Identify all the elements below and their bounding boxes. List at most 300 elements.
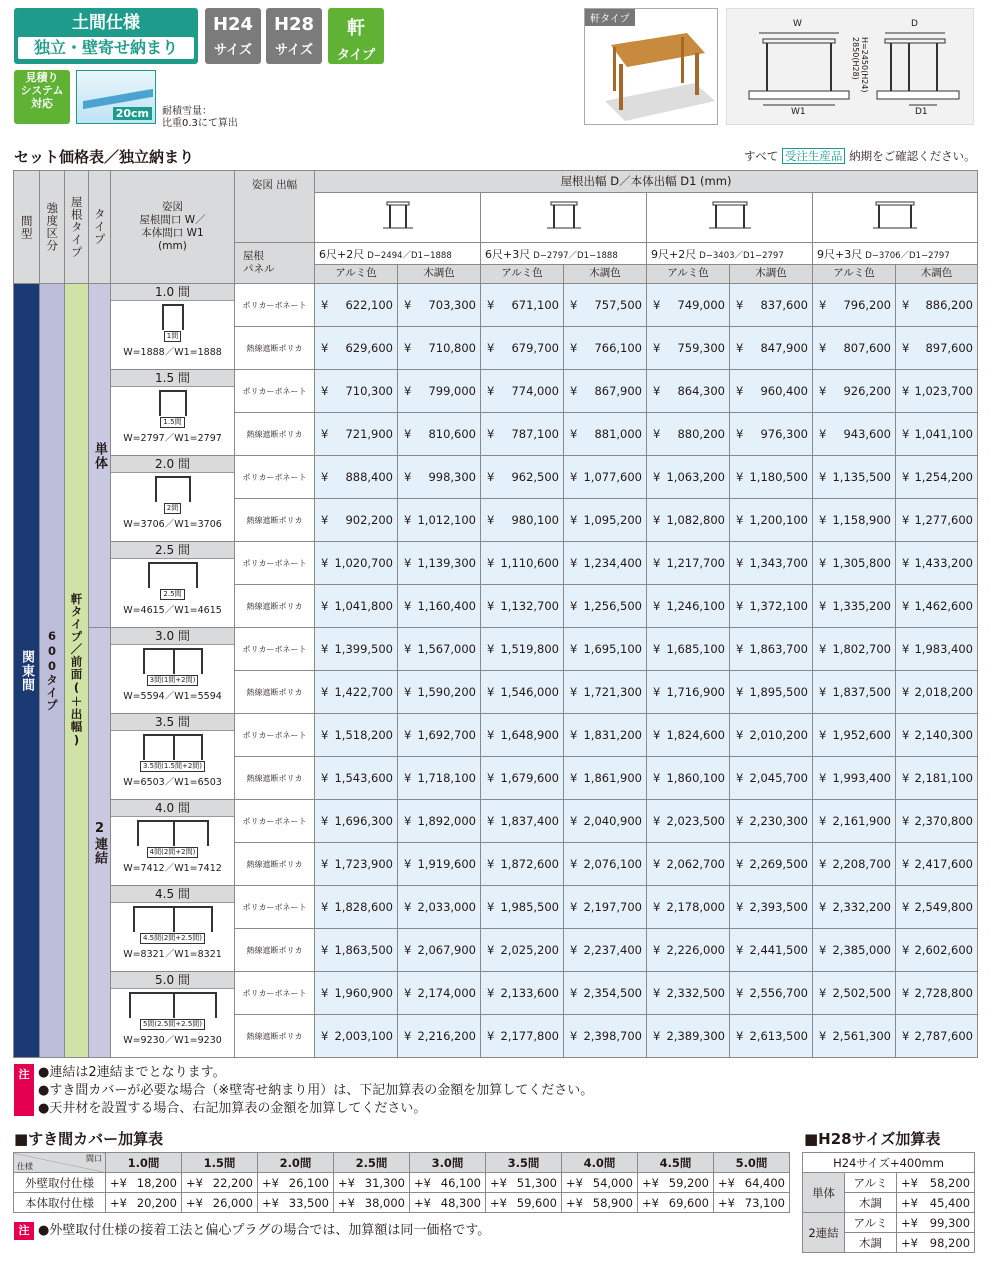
yen-sign: ¥: [819, 943, 827, 957]
color-alu: アルミ色: [315, 265, 398, 284]
price-value: 1,723,900: [334, 857, 393, 871]
price-cell: [647, 542, 730, 585]
yen-sign: ¥: [902, 1029, 910, 1043]
price-cell: [647, 284, 730, 327]
price-value: 2,076,100: [583, 857, 642, 871]
table-row: [14, 284, 978, 327]
yen-sign: ¥: [653, 943, 661, 957]
size-mark-text: 3間(1間+2間): [147, 675, 199, 686]
price-value: 1,837,400: [500, 814, 559, 828]
yen-sign: ¥: [321, 341, 329, 355]
depth-label: 6尺+3尺: [485, 247, 531, 261]
price-cell: [398, 370, 481, 413]
yen-sign: ¥: [653, 470, 661, 484]
price-cell: [730, 585, 813, 628]
cover-price-cell: [334, 1173, 410, 1193]
size-dims: W=2797／W1=2797: [123, 433, 222, 444]
cover-price-value: 73,100: [744, 1195, 785, 1210]
cover-price-cell: [714, 1173, 790, 1193]
cover-price-value: 26,000: [212, 1195, 253, 1210]
yen-sign: ¥: [902, 857, 910, 871]
price-cell: [481, 542, 564, 585]
table-row: [14, 456, 978, 499]
cover-price-value: 46,100: [440, 1175, 481, 1190]
yen-sign: ¥: [570, 857, 578, 871]
price-cell: [481, 585, 564, 628]
snow-load-icon: [76, 70, 156, 124]
yen-sign: ¥: [487, 685, 495, 699]
price-cell: [896, 1015, 978, 1058]
panel-heat-shield: 熱線遮断ポリカ: [235, 929, 315, 972]
size-dims: W=4615／W1=4615: [123, 605, 222, 616]
yen-sign: ¥: [819, 1029, 827, 1043]
h28-sub: サイズ: [275, 43, 313, 58]
price-value: 847,900: [760, 341, 808, 355]
size-diagram-cell: [111, 972, 235, 1058]
price-value: 1,139,300: [417, 556, 476, 570]
yen-sign: ¥: [819, 298, 827, 312]
price-value: 1,692,700: [417, 728, 476, 742]
price-cell: [564, 542, 647, 585]
yen-sign: ¥: [736, 1029, 744, 1043]
depth-label: 9尺+3尺: [817, 247, 863, 261]
price-value: 1,200,100: [749, 513, 808, 527]
price-cell: [481, 370, 564, 413]
h28-price-cell: [897, 1193, 975, 1213]
yen-sign: ¥: [819, 513, 827, 527]
prefix: +¥: [718, 1175, 735, 1190]
price-cell: [315, 929, 398, 972]
price-value: 943,600: [843, 427, 891, 441]
price-cell: [896, 284, 978, 327]
depth-label: 6尺+2尺: [319, 247, 365, 261]
yen-sign: ¥: [736, 384, 744, 398]
yen-sign: ¥: [819, 986, 827, 1000]
price-value: 799,000: [428, 384, 476, 398]
price-value: 1,422,700: [334, 685, 393, 699]
price-value: 1,063,200: [666, 470, 725, 484]
size-frame-icon: [137, 820, 209, 846]
price-value: 2,230,300: [749, 814, 808, 828]
price-value: 2,161,900: [832, 814, 891, 828]
cover-price-value: 59,200: [668, 1175, 709, 1190]
size-mark-text: 1間: [164, 331, 181, 342]
price-cell: [315, 327, 398, 370]
diag-w1: W1: [791, 107, 806, 117]
table-row: [14, 628, 978, 671]
prefix: +¥: [566, 1195, 583, 1210]
yen-sign: ¥: [321, 470, 329, 484]
price-cell: [564, 886, 647, 929]
note-line-3: ●天井材を設置する場合、右記加算表の金額を加算してください。: [38, 1101, 427, 1116]
prefix: +¥: [901, 1235, 918, 1250]
product-photo: [584, 8, 718, 125]
yen-sign: ¥: [736, 771, 744, 785]
h28-price-value: 58,200: [929, 1175, 971, 1190]
size-label: 1.0 間: [110, 284, 235, 301]
yen-sign: ¥: [487, 900, 495, 914]
size-diagram-cell: [111, 800, 235, 886]
price-cell: [564, 327, 647, 370]
prefix: +¥: [642, 1195, 659, 1210]
price-value: 1,543,600: [334, 771, 393, 785]
cover-price-cell: [486, 1173, 562, 1193]
spec-badge: [14, 8, 198, 64]
yen-sign: ¥: [736, 470, 744, 484]
size-frame-icon: [155, 476, 191, 502]
spec-badge-line2: 独立・壁寄せ納まり: [18, 37, 194, 59]
noki-sub: タイプ: [336, 48, 376, 63]
yen-sign: ¥: [404, 685, 412, 699]
price-cell: [730, 714, 813, 757]
yen-sign: ¥: [653, 728, 661, 742]
price-cell: [315, 671, 398, 714]
cover-price-cell: [106, 1193, 182, 1213]
size-diagram-cell: [111, 628, 235, 714]
price-cell: [564, 456, 647, 499]
cover-row: [14, 1173, 790, 1193]
depth-frame-icon: [542, 198, 586, 232]
col-type: タイプ: [89, 171, 111, 284]
price-cell: [481, 972, 564, 1015]
price-cell: [896, 585, 978, 628]
cover-price-value: 22,200: [212, 1175, 253, 1190]
price-value: 1,256,500: [583, 599, 642, 613]
yen-sign: ¥: [570, 1029, 578, 1043]
depth-sub: D−3403／D1−2797: [699, 250, 784, 261]
size-label: 2.5 間: [110, 542, 235, 559]
yane-cell: 軒タイプ／前面(＋出幅): [65, 284, 89, 1058]
price-cell: [481, 499, 564, 542]
h28-price-cell: [897, 1173, 975, 1193]
price-value: 2,174,000: [417, 986, 476, 1000]
size-frame-icon: [133, 906, 213, 932]
price-cell: [647, 843, 730, 886]
yen-sign: ¥: [902, 900, 910, 914]
cover-col-header: 5.0間: [714, 1153, 790, 1173]
yen-sign: ¥: [902, 427, 910, 441]
price-value: 2,370,800: [914, 814, 973, 828]
price-cell: [481, 456, 564, 499]
price-value: 897,600: [925, 341, 973, 355]
price-cell: [564, 413, 647, 456]
price-value: 1,041,800: [334, 599, 393, 613]
yen-sign: ¥: [321, 427, 329, 441]
yen-sign: ¥: [487, 427, 495, 441]
yen-sign: ¥: [736, 341, 744, 355]
delivery-note: [744, 148, 976, 164]
price-value: 1,462,600: [914, 599, 973, 613]
price-cell: [896, 671, 978, 714]
price-cell: [896, 886, 978, 929]
price-value: 1,020,700: [334, 556, 393, 570]
price-cell: [813, 585, 896, 628]
size-frame-icon: [143, 648, 203, 674]
prefix: +¥: [110, 1195, 127, 1210]
yen-sign: ¥: [487, 341, 495, 355]
yen-sign: ¥: [902, 943, 910, 957]
price-value: 2,226,000: [666, 943, 725, 957]
depth-icon-cell: [647, 193, 813, 243]
frame-divider: [173, 822, 175, 846]
price-cell: [896, 499, 978, 542]
price-value: 902,200: [345, 513, 393, 527]
size-diagram-cell: [111, 542, 235, 628]
price-cell: [896, 456, 978, 499]
price-value: 2,197,700: [583, 900, 642, 914]
price-cell: [315, 714, 398, 757]
yen-sign: ¥: [570, 513, 578, 527]
yen-sign: ¥: [321, 943, 329, 957]
yen-sign: ¥: [819, 642, 827, 656]
yen-sign: ¥: [653, 986, 661, 1000]
yen-sign: ¥: [404, 599, 412, 613]
price-cell: [647, 671, 730, 714]
yen-sign: ¥: [487, 384, 495, 398]
yen-sign: ¥: [736, 857, 744, 871]
color-alu: アルミ色: [813, 265, 896, 284]
prefix: +¥: [490, 1195, 507, 1210]
price-value: 888,400: [345, 470, 393, 484]
type-single-cell: 単体: [89, 284, 111, 628]
h28-price-value: 99,300: [929, 1215, 971, 1230]
yen-sign: ¥: [570, 943, 578, 957]
price-value: 2,237,400: [583, 943, 642, 957]
yen-sign: ¥: [736, 943, 744, 957]
price-cell: [813, 413, 896, 456]
size-label: 3.0 間: [110, 628, 235, 645]
yen-sign: ¥: [902, 556, 910, 570]
price-cell: [315, 800, 398, 843]
cover-price-cell: [562, 1193, 638, 1213]
yen-sign: ¥: [819, 384, 827, 398]
cover-price-value: 48,300: [440, 1195, 481, 1210]
prefix: +¥: [566, 1175, 583, 1190]
yen-sign: ¥: [819, 427, 827, 441]
snow-note2: 比重0.3にて算出: [162, 118, 238, 129]
price-value: 2,398,700: [583, 1029, 642, 1043]
price-value: 2,067,900: [417, 943, 476, 957]
cover-col-header: 3.5間: [486, 1153, 562, 1173]
price-cell: [813, 843, 896, 886]
price-value: 1,132,700: [500, 599, 559, 613]
cover-price-cell: [486, 1193, 562, 1213]
price-cell: [896, 413, 978, 456]
yen-sign: ¥: [487, 814, 495, 828]
cover-table-title: ■すき間カバー加算表: [14, 1130, 164, 1148]
noki-label: 軒: [347, 18, 365, 39]
yen-sign: ¥: [321, 900, 329, 914]
panel-polycarbonate: ポリカーボネート: [235, 800, 315, 843]
yen-sign: ¥: [819, 556, 827, 570]
dimension-diagram: [726, 8, 974, 125]
diag-d: D: [911, 19, 918, 29]
price-cell: [315, 542, 398, 585]
price-value: 2,018,200: [914, 685, 973, 699]
yen-sign: ¥: [736, 728, 744, 742]
price-cell: [647, 370, 730, 413]
price-cell: [813, 499, 896, 542]
yen-sign: ¥: [653, 427, 661, 441]
price-value: 960,400: [760, 384, 808, 398]
price-cell: [813, 1015, 896, 1058]
price-cell: [730, 413, 813, 456]
price-value: 1,960,900: [334, 986, 393, 1000]
h28-label: H28: [273, 14, 315, 35]
price-cell: [315, 843, 398, 886]
price-cell: [481, 671, 564, 714]
cover-price-cell: [182, 1193, 258, 1213]
price-value: 807,600: [843, 341, 891, 355]
price-value: 1,518,200: [334, 728, 393, 742]
price-cell: [896, 972, 978, 1015]
price-cell: [813, 327, 896, 370]
yen-sign: ¥: [404, 427, 412, 441]
price-cell: [564, 714, 647, 757]
prefix: +¥: [262, 1195, 279, 1210]
price-cell: [564, 284, 647, 327]
price-cell: [564, 1015, 647, 1058]
price-value: 2,393,500: [749, 900, 808, 914]
price-value: 2,787,600: [914, 1029, 973, 1043]
price-cell: [481, 886, 564, 929]
color-wood: 木調色: [730, 265, 813, 284]
yen-sign: ¥: [902, 513, 910, 527]
prefix: +¥: [901, 1195, 918, 1210]
cover-price-cell: [182, 1173, 258, 1193]
price-cell: [730, 1015, 813, 1058]
yen-sign: ¥: [819, 728, 827, 742]
price-cell: [896, 714, 978, 757]
yen-sign: ¥: [487, 1029, 495, 1043]
yen-sign: ¥: [902, 599, 910, 613]
yen-sign: ¥: [570, 900, 578, 914]
price-cell: [647, 499, 730, 542]
prefix: +¥: [414, 1195, 431, 1210]
cover-price-value: 38,000: [364, 1195, 405, 1210]
size-frame-icon: [148, 562, 198, 588]
h28-header: H24サイズ+400mm: [803, 1153, 975, 1173]
col-sugata: 姿図 屋根間口 W／ 本体間口 W1 (mm): [111, 171, 235, 284]
yen-sign: ¥: [570, 814, 578, 828]
yen-sign: ¥: [736, 642, 744, 656]
price-value: 1,861,900: [583, 771, 642, 785]
price-value: 2,602,600: [914, 943, 973, 957]
price-cell: [647, 585, 730, 628]
price-cell: [398, 800, 481, 843]
yen-sign: ¥: [404, 384, 412, 398]
prefix: +¥: [642, 1175, 659, 1190]
yen-sign: ¥: [570, 599, 578, 613]
prefix: +¥: [901, 1175, 918, 1190]
price-value: 766,100: [594, 341, 642, 355]
yen-sign: ¥: [570, 771, 578, 785]
yen-sign: ¥: [902, 298, 910, 312]
price-value: 1,696,300: [334, 814, 393, 828]
price-cell: [481, 714, 564, 757]
price-cell: [398, 671, 481, 714]
price-cell: [647, 413, 730, 456]
size-frame-icon: [162, 304, 184, 330]
yen-sign: ¥: [321, 556, 329, 570]
col-yane: 屋根タイプ: [65, 171, 89, 284]
photo-label: 軒タイプ: [585, 9, 635, 26]
price-value: 2,003,100: [334, 1029, 393, 1043]
yen-sign: ¥: [487, 556, 495, 570]
price-value: 2,556,700: [749, 986, 808, 1000]
price-cell: [398, 284, 481, 327]
price-value: 2,269,500: [749, 857, 808, 871]
price-cell: [730, 370, 813, 413]
price-cell: [398, 757, 481, 800]
price-value: 1,863,700: [749, 642, 808, 656]
size-dims: W=9230／W1=9230: [123, 1035, 222, 1046]
yen-sign: ¥: [487, 298, 495, 312]
price-cell: [481, 929, 564, 972]
size-label: 5.0 間: [110, 972, 235, 989]
depth-icon-cell: [315, 193, 481, 243]
yen-sign: ¥: [487, 599, 495, 613]
yen-sign: ¥: [902, 470, 910, 484]
yen-sign: ¥: [653, 1029, 661, 1043]
col-kanma: 間型: [14, 171, 40, 284]
price-value: 2,010,200: [749, 728, 808, 742]
cover-table: [13, 1152, 790, 1213]
price-cell: [896, 628, 978, 671]
price-value: 881,000: [594, 427, 642, 441]
size-mark-text: 1.5間: [160, 417, 184, 428]
prefix: +¥: [338, 1175, 355, 1190]
prefix: +¥: [901, 1215, 918, 1230]
yen-sign: ¥: [653, 341, 661, 355]
price-value: 1,648,900: [500, 728, 559, 742]
depth-header: [647, 243, 813, 265]
depth-icon-cell: [481, 193, 647, 243]
price-value: 1,343,700: [749, 556, 808, 570]
yen-sign: ¥: [653, 814, 661, 828]
price-cell: [315, 757, 398, 800]
price-cell: [647, 757, 730, 800]
cover-price-cell: [638, 1173, 714, 1193]
cover-col-header: 3.0間: [410, 1153, 486, 1173]
price-cell: [564, 972, 647, 1015]
price-cell: [730, 671, 813, 714]
cover-price-value: 69,600: [668, 1195, 709, 1210]
h28-color: 木調: [845, 1193, 897, 1213]
note-mark: 注: [14, 1064, 34, 1116]
price-value: 1,802,700: [832, 642, 891, 656]
price-cell: [896, 757, 978, 800]
yen-sign: ¥: [736, 986, 744, 1000]
price-value: 1,110,600: [500, 556, 559, 570]
price-value: 1,023,700: [914, 384, 973, 398]
price-value: 1,335,200: [832, 599, 891, 613]
yen-sign: ¥: [736, 599, 744, 613]
h28-group-label: 2連結: [803, 1213, 845, 1253]
price-value: 1,892,000: [417, 814, 476, 828]
yen-sign: ¥: [404, 470, 412, 484]
cover-col-header: 4.0間: [562, 1153, 638, 1173]
price-cell: [730, 843, 813, 886]
price-value: 1,135,500: [832, 470, 891, 484]
yen-sign: ¥: [404, 857, 412, 871]
yen-sign: ¥: [487, 728, 495, 742]
price-value: 2,216,200: [417, 1029, 476, 1043]
price-cell: [730, 628, 813, 671]
price-value: 679,700: [511, 341, 559, 355]
depth-frame-icon: [708, 198, 752, 232]
yen-sign: ¥: [487, 470, 495, 484]
